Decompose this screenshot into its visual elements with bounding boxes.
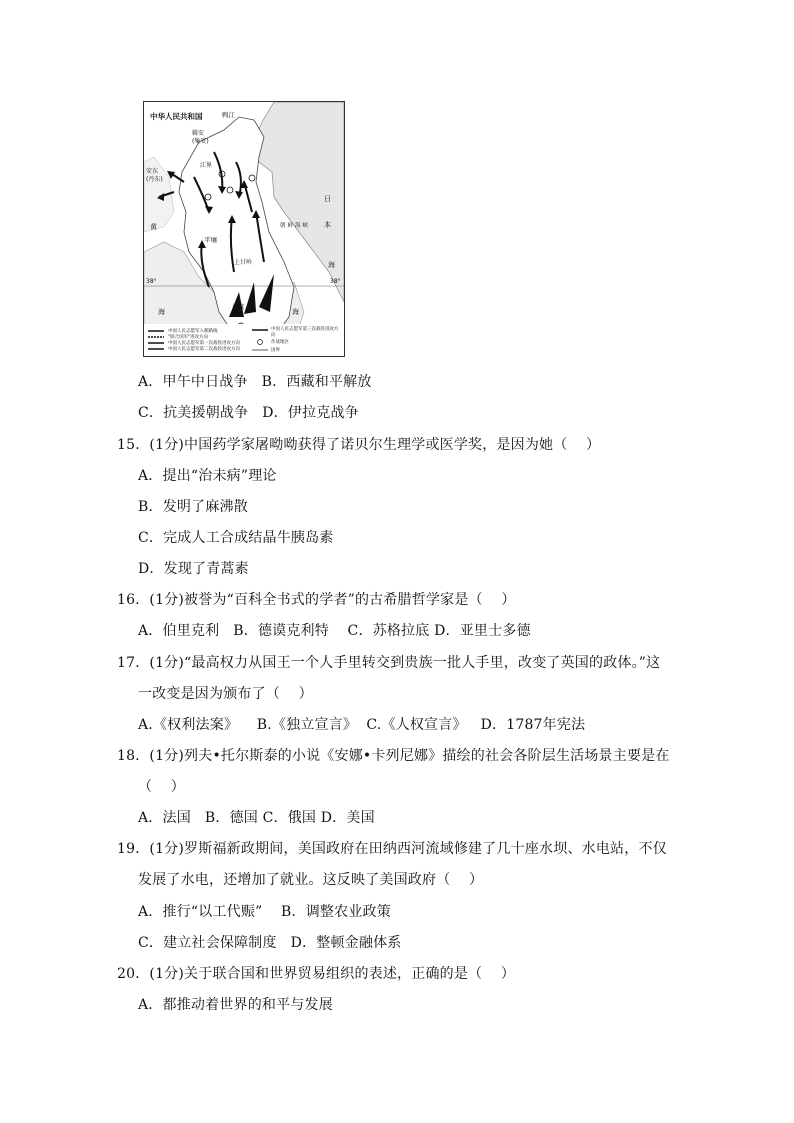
q15-option-a: A．提出“治未病”理论 xyxy=(138,468,277,484)
legend-item-7: 国界 xyxy=(271,348,280,353)
label-japan-sea-2: 本 xyxy=(324,221,331,229)
label-yalu: 鸭江 xyxy=(222,111,235,119)
label-tsushima: 朝鲜海峡 xyxy=(280,223,311,229)
label-right-sea-2: 海 xyxy=(292,308,299,316)
q18-stem-2: （ ） xyxy=(138,779,186,795)
q19-stem-1: 19．(1分)罗斯福新政期间，美国政府在田纳西河流域修建了几十座水坝、水电站，不仅 xyxy=(117,841,667,857)
label-jian: 辑安 (集安) xyxy=(192,130,209,145)
label-ocean-left: 黄 xyxy=(150,223,157,231)
q17-stem-2: 一改变是因为颁布了（ ） xyxy=(138,686,313,702)
q18-stem-1: 18．(1分)列夫•托尔斯泰的小说《安娜•卡列尼娜》描绘的社会各阶层生活场景主要是在 xyxy=(117,748,670,764)
legend-item-6: 作战地区 xyxy=(271,340,289,345)
map-title: 中华人民共和国 xyxy=(150,112,203,121)
q18-options: A．法国 B．德国 C．俄国 D．美国 xyxy=(138,810,375,826)
legend-item-1: 中国人民志愿军入朝路线 xyxy=(168,329,218,334)
q15-option-b: B．发明了麻沸散 xyxy=(138,499,248,515)
legend-item-3: 中国人民志愿军第一次战役进攻方向 xyxy=(168,341,240,346)
q17-stem-1: 17．(1分)“最高权力从国王一个人手里转交到贵族一批人手里，改变了英国的政体。”这 xyxy=(117,655,661,671)
q19-options-ab: A．推行“以工代赈” B．调整农业政策 xyxy=(138,904,391,920)
q16-stem: 16．(1分)被誉为“百科全书式的学者”的古希腊哲学家是（ ） xyxy=(117,592,516,608)
q17-options: A.《权利法案》 B.《独立宣言》 C.《人权宣言》 D．1787年宪法 xyxy=(138,717,586,733)
label-seoul: 汉城 xyxy=(232,304,245,311)
label-lat-left: 38° xyxy=(146,278,157,285)
q15-option-c: C．完成人工合成结晶牛胰岛素 xyxy=(138,530,334,546)
q14-options-cd: C．抗美援朝战争 D．伊拉克战争 xyxy=(138,405,359,421)
legend-item-5: 中国人民志愿军第三次战役进攻方向 xyxy=(271,327,339,338)
label-pyongyang: 平壤 xyxy=(204,236,217,244)
q20-stem: 20．(1分)关于联合国和世界贸易组织的表述，正确的是（ ） xyxy=(117,966,516,982)
korean-war-map xyxy=(143,101,345,357)
q19-stem-2: 发展了水电，还增加了就业。这反映了美国政府（ ） xyxy=(138,872,484,888)
label-andong: 安东 (丹东) xyxy=(146,168,163,183)
label-jiangjie: 江界 xyxy=(200,162,213,169)
label-japan-sea-1: 日 xyxy=(324,195,331,203)
q16-options: A．伯里克利 B．德谟克利特 C．苏格拉底 D．亚里士多德 xyxy=(138,623,531,639)
map-drawing xyxy=(144,102,344,356)
label-lat-right: 38° xyxy=(330,278,341,285)
q19-options-cd: C．建立社会保障制度 D．整顿金融体系 xyxy=(138,935,402,951)
q15-option-d: D．发现了青蒿素 xyxy=(138,561,249,577)
q14-options-ab: A．甲午中日战争 B．西藏和平解放 xyxy=(138,374,372,390)
q20-option-a: A．都推动着世界的和平与发展 xyxy=(138,997,333,1013)
label-ocean-left-2: 海 xyxy=(158,308,165,316)
label-right-sea-1: 海 xyxy=(328,261,335,269)
legend-item-2: "联合国军"进攻方向 xyxy=(168,335,209,340)
legend-item-4: 中国人民志愿军第二次战役进攻方向 xyxy=(168,347,240,352)
label-shanganling: 上甘岭 xyxy=(234,259,253,266)
q15-stem: 15．(1分)中国药学家屠呦呦获得了诺贝尔生理学或医学奖，是因为她（ ） xyxy=(117,437,601,453)
